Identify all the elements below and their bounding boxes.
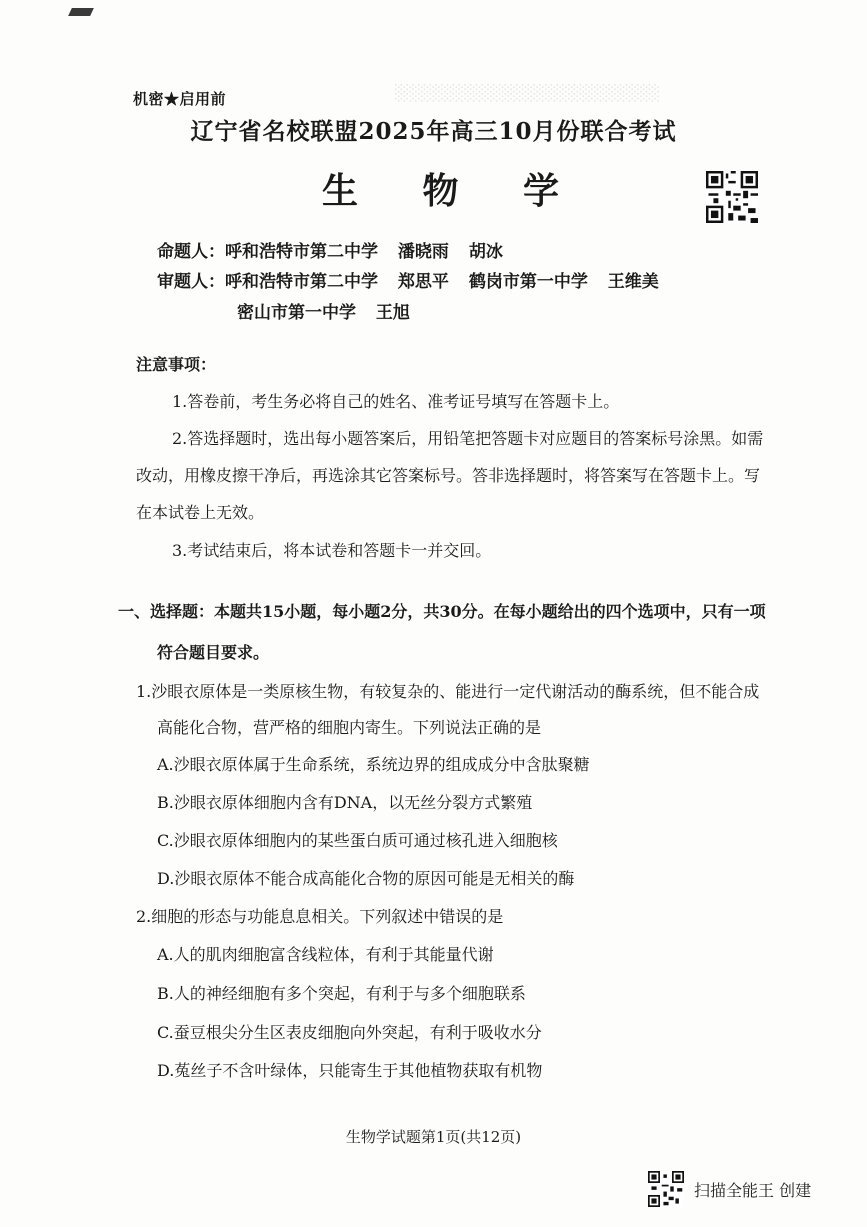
setters-names: 呼和浩特市第二中学 潘晓雨 胡冰 bbox=[225, 242, 503, 262]
reviewers-line bbox=[157, 267, 659, 292]
qr-code-icon bbox=[706, 171, 758, 223]
question-1-option-a: A.沙眼衣原体属于生命系统，系统边界的组成成分中含肽聚糖 bbox=[157, 755, 590, 774]
exam-title: 辽宁省名校联盟2025年高三10月份联合考试 bbox=[190, 118, 677, 145]
reviewers-names: 呼和浩特市第二中学 郑思平 鹤岗市第一中学 王维美 bbox=[225, 272, 659, 292]
question-2-option-b: B.人的神经细胞有多个突起，有利于与多个细胞联系 bbox=[157, 984, 526, 1003]
question-1-stem-line-1: 1.沙眼衣原体是一类原核生物，有较复杂的、能进行一定代谢活动的酶系统，但不能合成 bbox=[136, 682, 760, 701]
question-1-option-c: C.沙眼衣原体细胞内的某些蛋白质可通过核孔进入细胞核 bbox=[157, 831, 558, 850]
subject-title: 生 物 学 bbox=[321, 170, 586, 212]
setters-line bbox=[157, 237, 503, 262]
note-item-2-line-2: 改动，用橡皮擦干净后，再选涂其它答案标号。答非选择题时，将答案写在答题卡上。写 bbox=[136, 466, 761, 485]
question-1-option-d: D.沙眼衣原体不能合成高能化合物的原因可能是无相关的酶 bbox=[157, 869, 575, 888]
section-heading-line-1: 一、选择题：本题共15小题，每小题2分，共30分。在每小题给出的四个选项中，只有一项 bbox=[118, 602, 766, 621]
page-footer: 生物学试题第1页(共12页) bbox=[345, 1128, 522, 1146]
note-item-1: 1.答卷前，考生务必将自己的姓名、准考证号填写在答题卡上。 bbox=[172, 392, 620, 411]
reviewers-names-2: 密山市第一中学 王旭 bbox=[237, 303, 410, 323]
question-2-option-d: D.菟丝子不含叶绿体，只能寄生于其他植物获取有机物 bbox=[157, 1061, 543, 1080]
note-item-2-line-1: 2.答选择题时，选出每小题答案后，用铅笔把答题卡对应题目的答案标号涂黑。如需 bbox=[172, 429, 764, 448]
corner-mark bbox=[68, 8, 94, 16]
note-item-3: 3.考试结束后，将本试卷和答题卡一并交回。 bbox=[172, 541, 492, 560]
confidential-label: 机密★启用前 bbox=[133, 90, 227, 108]
question-1-option-b: B.沙眼衣原体细胞内含有DNA，以无丝分裂方式繁殖 bbox=[157, 793, 533, 812]
section-heading-line-2: 符合题目要求。 bbox=[157, 643, 270, 662]
reviewers-line-2 bbox=[237, 298, 410, 323]
reviewers-label: 审题人： bbox=[157, 272, 225, 292]
setters-label: 命题人： bbox=[157, 242, 225, 262]
bleed-through-text: ░░░░░░░░░░░░░░░░░░░░░░░ bbox=[395, 84, 661, 102]
question-1-stem-line-2: 高能化合物，营严格的细胞内寄生。下列说法正确的是 bbox=[157, 718, 542, 737]
note-item-2-line-3: 在本试卷上无效。 bbox=[136, 503, 265, 522]
scanner-watermark: 扫描全能王 创建 bbox=[694, 1181, 812, 1200]
scanner-qr-icon bbox=[648, 1171, 684, 1207]
question-2-option-a: A.人的肌肉细胞富含线粒体，有利于其能量代谢 bbox=[157, 945, 494, 964]
notes-heading: 注意事项： bbox=[136, 355, 217, 374]
question-2-stem: 2.细胞的形态与功能息息相关。下列叙述中错误的是 bbox=[136, 907, 504, 926]
question-2-option-c: C.蚕豆根尖分生区表皮细胞向外突起，有利于吸收水分 bbox=[157, 1023, 542, 1042]
